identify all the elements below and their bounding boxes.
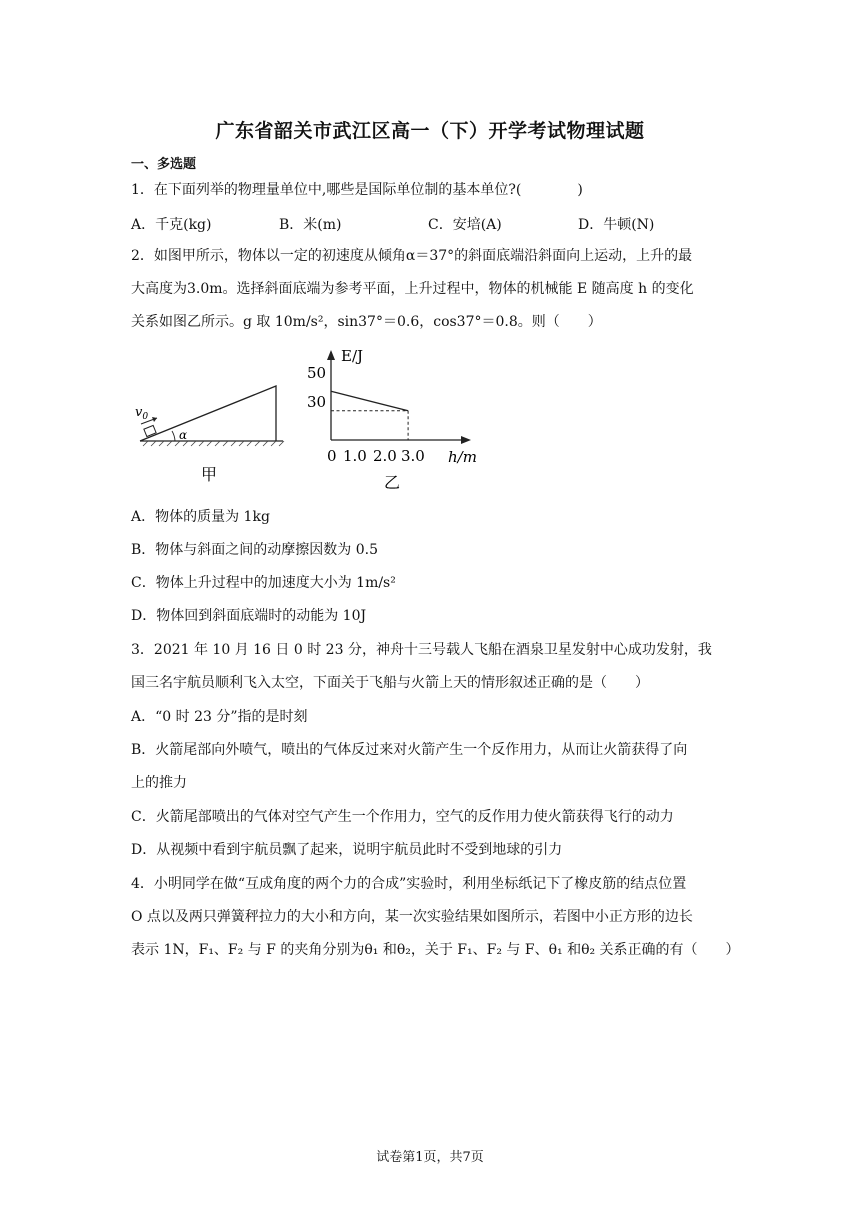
energy-graph	[307, 348, 477, 492]
q3-option-a: A．“0 时 23 分”指的是时刻	[131, 709, 308, 725]
q2-line-3: 关系如图乙所示。g 取 10m/s²，sin37°＝0.6，cos37°＝0.8。则（ ）	[131, 314, 602, 330]
fig-yi-caption: 乙	[384, 473, 401, 492]
q4-line-2: O 点以及两只弹簧秤拉力的大小和方向，某一次实验结果如图所示，若图中小正方形的边长	[131, 909, 693, 925]
page-footer: 试卷第1页，共7页	[376, 1150, 484, 1165]
q2-figure-svg	[135, 348, 495, 498]
q2-option-c: C．物体上升过程中的加速度大小为 1m/s²	[131, 575, 396, 591]
y-axis-arrow	[327, 350, 335, 360]
q3-line-1: 3．2021 年 10 月 16 日 0 时 23 分，神舟十三号载人飞船在酒泉卫星发射中心成功发射，我	[131, 642, 712, 658]
q2-option-b: B．物体与斜面之间的动摩擦因数为 0.5	[131, 542, 379, 558]
q3-line-2: 国三名宇航员顺利飞入太空，下面关于飞船与火箭上天的情形叙述正确的是（ ）	[131, 675, 649, 691]
ground-hatch	[143, 441, 284, 446]
page-title: 广东省韶关市武江区高一（下）开学考试物理试题	[215, 120, 645, 142]
angle-label: α	[179, 428, 188, 442]
fig-jia-caption: 甲	[201, 465, 218, 484]
x-axis-arrow	[461, 436, 471, 444]
q4-line-1: 4．小明同学在做“互成角度的两个力的合成”实验时，利用坐标纸记下了橡皮筋的结点位置	[131, 876, 687, 892]
q2-option-a: A．物体的质量为 1kg	[131, 509, 270, 525]
velocity-label: $v_0$	[135, 405, 149, 422]
y-axis-label: E/J	[341, 348, 364, 365]
q3-option-c: C．火箭尾部喷出的气体对空气产生一个作用力，空气的反作用力使火箭获得飞行的动力	[131, 809, 674, 825]
q1-option-b: B．米(m)	[279, 217, 342, 233]
x-tick-0: 0	[327, 447, 337, 465]
incline-diagram	[135, 386, 284, 484]
y-tick-50: 50	[307, 364, 327, 382]
q1-stem: 1．在下面列举的物理量单位中,哪些是国际单位制的基本单位?( )	[131, 182, 583, 198]
q2-line-2: 大高度为3.0m。选择斜面底端为参考平面，上升过程中，物体的机械能 E 随高度 h 的变化	[131, 281, 694, 297]
angle-arc	[172, 431, 175, 441]
x-tick-3: 3.0	[401, 447, 425, 465]
q2-figure	[135, 348, 495, 498]
x-tick-2: 2.0	[373, 447, 397, 465]
y-tick-30: 30	[307, 393, 327, 411]
q1-option-c: C．安培(A)	[428, 217, 502, 233]
incline-slope	[140, 386, 276, 441]
q3-option-b-cont: 上的推力	[131, 775, 187, 791]
x-tick-1: 1.0	[343, 447, 367, 465]
energy-line	[331, 391, 408, 411]
x-axis-label: h/m	[448, 448, 477, 466]
section-heading: 一、多选题	[131, 157, 197, 172]
q1-option-d: D．牛顿(N)	[578, 217, 655, 233]
q4-line-3: 表示 1N，F₁、F₂ 与 F 的夹角分别为θ₁ 和θ₂，关于 F₁、F₂ 与 F、θ₁ 和θ₂ 关系正确的有（ ）	[131, 942, 740, 958]
q1-option-a: A．千克(kg)	[131, 217, 212, 233]
q3-option-d: D．从视频中看到宇航员飘了起来，说明宇航员此时不受到地球的引力	[131, 842, 563, 858]
q3-option-b: B．火箭尾部向外喷气，喷出的气体反过来对火箭产生一个反作用力，从而让火箭获得了向	[131, 742, 688, 758]
q2-line-1: 2．如图甲所示，物体以一定的初速度从倾角α＝37°的斜面底端沿斜面向上运动，上升的最	[131, 248, 693, 264]
q2-option-d: D．物体回到斜面底端时的动能为 10J	[131, 608, 367, 624]
